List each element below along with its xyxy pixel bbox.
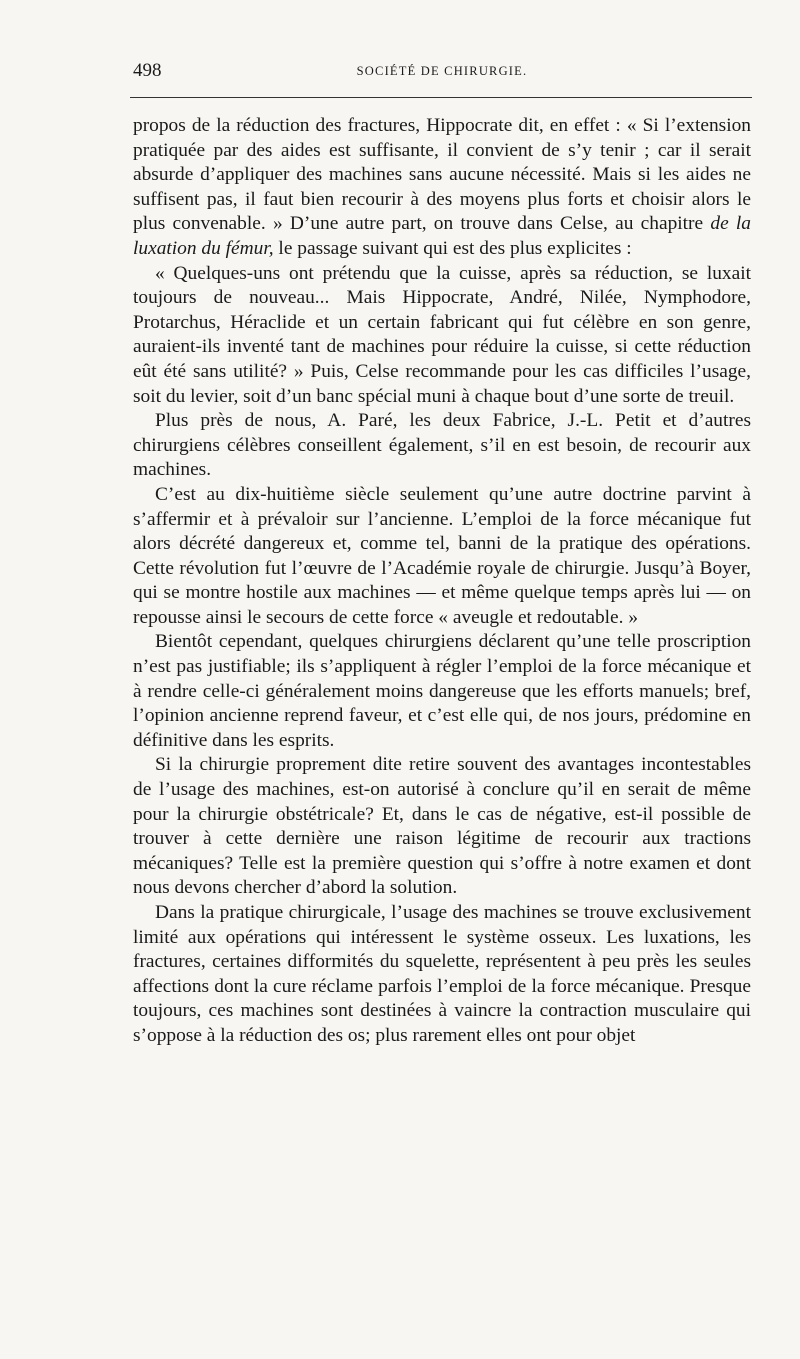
paragraph-4: C’est au dix-huitième siècle seulement qu’une autre doctrine parvint à s’affermir et à prévaloir sur l’ancienne. L’emploi de la force mécanique fut alors décrété dangereux et, comme tel, banni de la pratique des opérations. Cette révolution fut l’œuvre de l’Académie royale de chirurgie. Jusqu’à Boyer, qui se montre hostile aux machines — et même quelque temps après lui — on repousse ainsi le secours de cette force « aveugle et redoutable. » [133,483,751,628]
page-number: 498 [133,60,162,81]
italic-chapter-title: de la luxation du fémur, [133,213,751,259]
header-rule [130,97,752,98]
body-text [133,114,751,1049]
page-header [133,58,751,88]
paragraph-1-tail: le passage suivant qui est des plus explicites : [273,237,632,259]
paragraph-7: Dans la pratique chirurgicale, l’usage des machines se trouve exclusivement limité aux opérations qui intéressent le système osseux. Les luxations, les fractures, certaines difformités du squelette, représentent à peu près les seules affections dont la cure réclame parfois l’emploi de la force mécanique. Presque toujours, ces machines sont destinées à vaincre la contraction musculaire qui s’oppose à la réduction des os; plus rarement elles ont pour objet [133,902,751,1046]
paragraph-5: Bientôt cependant, quelques chirurgiens déclarent qu’une telle proscription n’est pas justifiable; ils s’appliquent à régler l’emploi de la force mécanique et à rendre celle-ci généralement moins dangereuse que les efforts manuels; bref, l’opinion ancienne reprend faveur, et c’est elle qui, de nos jours, prédomine en définitive dans les esprits. [133,631,751,751]
running-head: SOCIÉTÉ DE CHIRURGIE. [356,64,528,78]
paragraph-1-text: propos de la réduction des fractures, Hippocrate dit, en effet : « Si l’extension pratiquée par des aides est suffisante, il convient de s’y tenir ; car il serait absurde d’appliquer des machines sans aucune nécessité. Mais si les aides ne suffisent pas, il faut bien recourir à des moyens plus forts et choisir alors le plus convenable. » D’une autre part, on trouve dans Celse, au chapitre [133,115,751,235]
paragraph-2: « Quelques-uns ont prétendu que la cuisse, après sa réduction, se luxait toujours de nouveau... Mais Hippocrate, André, Nilée, Nymphodore, Protarchus, Héraclide et un certain fabricant qui fut célèbre en son genre, auraient-ils inventé tant de machines pour réduire la cuisse, si cette réduction eût été sans utilité? » Puis, Celse recommande pour les cas difficiles l’usage, soit du levier, soit d’un banc spécial muni à chaque bout d’une sorte de treuil. [133,262,751,407]
paragraph-3: Plus près de nous, A. Paré, les deux Fabrice, J.-L. Petit et d’autres chirurgiens célèbres conseillent également, s’il en est besoin, de recourir aux machines. [133,410,751,481]
paragraph-1 [133,114,751,262]
paragraph-6: Si la chirurgie proprement dite retire souvent des avantages incontestables de l’usage des machines, est-on autorisé à conclure qu’il en serait de même pour la chirurgie obstétricale? Et, dans le cas de négative, est-il possible de trouver à cette dernière une raison légitime de recourir aux tractions mécaniques? Telle est la première question qui s’offre à notre examen et dont nous devons chercher d’abord la solution. [133,754,751,899]
book-page [133,58,751,1046]
